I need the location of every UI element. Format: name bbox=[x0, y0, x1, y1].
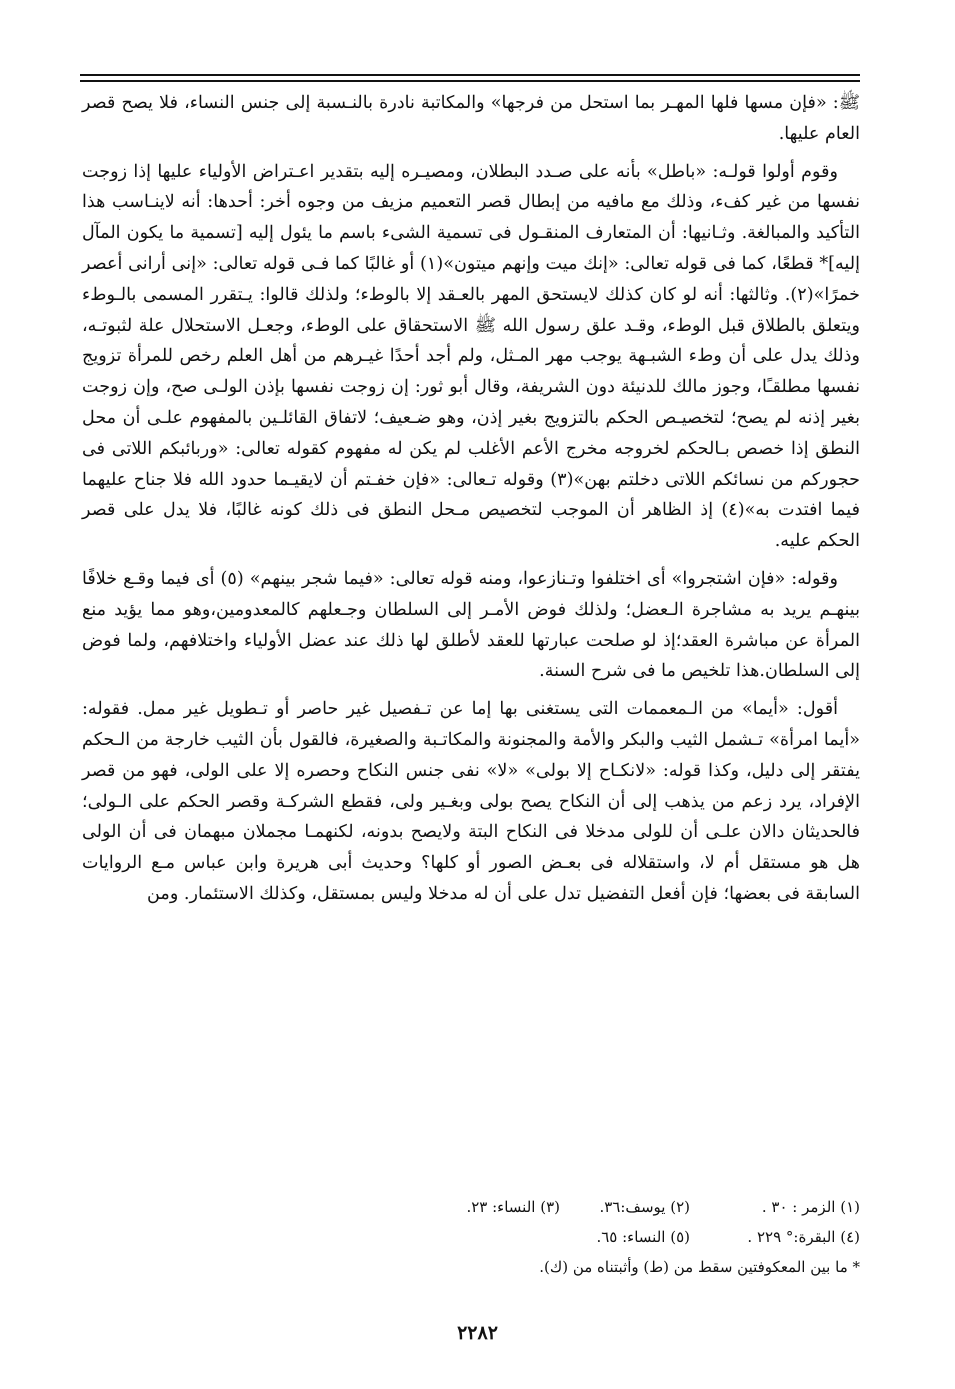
header-rule-bottom bbox=[80, 80, 860, 82]
footnote-row-1 bbox=[82, 1192, 860, 1222]
main-text bbox=[82, 88, 860, 917]
footnote-row-2 bbox=[82, 1222, 860, 1252]
footnote-1: (١) الزمر : ٣٠ . bbox=[761, 1198, 860, 1216]
footnote-asterisk-note: * ما بين المعكوفتين سقط من (ط) وأثبتناه من (ك). bbox=[539, 1258, 860, 1276]
footnote-5: (٥) النساء: ٦٥. bbox=[596, 1228, 690, 1246]
footnote-2: (٢) يوسف:٣٦. bbox=[599, 1198, 690, 1216]
paragraph-2: وقوم أولوا قولـه: «باطل» بأنه على صـدد البطلان، ومصيـره إليه بتقدير اعـتراض الأولياء عليها إذا زوجت نفسها من غير كفء، وذلك مع مافيه من إبطال قصر التعميم مزيف من وجوه أخر: أحدها: أنه لاينـاسب هذا التأكيد والمبالغة. وثـانيها: أن المتعارف المنقـول فى تسمية الشىء باسم ما يئول إليه [تسمية ما يكون المآل إليه]* قطعًا، كما فى قوله تعالى: «إنك ميت وإنهم ميتون»(١) أو غالبًا كما فـى قوله تعالى: «إنى أرانى أعصر خمرًا»(٢). وثالثها: أنه لو كان كذلك لايستحق المهر بالعـقد إلا بالوطء؛ ولذلك قالوا: يـتقرر المسمى بالـوطء ويتعلق بالطلاق قبل الوطء، وقـد علق رسول الله ﷺ الاستحقاق على الوطء، وجعـل الاستحلال علة لثبوتـه، وذلك يدل على أن وطء الشبـهة يوجب مهر المـثل، ولم أجد أحدًا غيـرهم من أهل العلم رخص للمرأة تزويج نفسها مطلقـًا، وجوز مالك للدنيئة دون الشريفة، وقال أبو ثور: إن زوجت نفسها بإذن الولـى صح، وإن زوجت بغير إذنه لم يصح؛ لتخصيـص الحكم بالتزويج بغير إذن، وهو ضـعيف؛ لاتفاق القائلـين بالمفهوم علـى أن محل النطق إذا خصص بـالحكم لخروجه مخرج الأعم الأغلب لم يكن له مفهوم كقوله تعالى: «وربائبكم اللاتى فى حجوركم من نسائكم اللاتى دخلتم بهن»(٣) وقوله تـعالى: «فإن خفـتم أن لايقيـما حدود الله فلا جناح عليهما فيما افتدت به»(٤) إذ الظاهر أن الموجب لتخصيص مـحل النطق فى ذلك كونه غالبًا، فلا يدل على قصر الحكم عليه. bbox=[82, 161, 860, 552]
paragraph-3: وقوله: «فإن اشتجروا» أى اختلفوا وتـنازعوا، ومنه قوله تعالى: «فيما شجر بينهم» (٥) أى فيما وقـع خلافًا بينهـم يريد به مشاجرة الـعضل؛ ولذلك فوض الأمـر إلى السلطان وجـعلهم كالمعدومين،وهو مما يؤيد منع المرأة عن مباشرة العقد؛إذ لو صلحت عبارتها للعقد لأطلق لها ذلك عند عضل الأولياء واختلافهم، ولما فوض إلى السلطان.هذا تلخيص ما فى شرح السنة. bbox=[82, 568, 860, 682]
footnotes bbox=[82, 1192, 860, 1282]
page-number: ٢٢٨٢ bbox=[457, 1322, 498, 1344]
paragraph-4: أقول: «أيما» من الـمعممات التى يستغنى بها إما عن تـفصيل غير حاصر أو تـطويل غير ممل. فقوله: «أيما امرأة» تـشمل الثيب والبكر والأمة والمجنونة والمكاتـبة والصغيرة، فالقول بأن الثيب خارجة من الـحكم يفتقر إلى دليل، وكذا قوله: «لانكـاح إلا بولى» «لا» نفى جنس النكاح وحصره إلا على الولى، فهو من قصر الإفراد، يرد زعم من يذهب إلى أن النكاح يصح بولى وبغـير ولى، فقطع الشركـة وقصر الحكم على الـولى؛ فالحديثان دالان علـى أن للولى مدخلا فى النكاح البتة ولايصح بدونه، لكنهمـا مجملان مبهمان فى أن الولى هل هو مستقل أم لا، واستقلاله فى بعـض الصور أو كلها؟ وحديث أبى هريرة وابن عباس مـع الروايات السابقة فى بعضها؛ فإن أفعل التفضيل تدل على أن له مدخلا وليس بمستقل، وكذلك الاستئمار. ومن bbox=[82, 699, 860, 904]
footnote-3: (٣) النساء: ٢٣. bbox=[466, 1198, 560, 1216]
paragraph-1: ﷺ: «فإن مسها فلها المهـر بما استحل من فرجها» والمكاتبة نادرة بالنـسبة إلى جنس النساء، فلا يصح قصر العام عليها. bbox=[82, 93, 860, 144]
header-rule-top bbox=[80, 74, 860, 76]
footnote-4: (٤) البقرة:° ٢٢٩ . bbox=[747, 1228, 860, 1246]
